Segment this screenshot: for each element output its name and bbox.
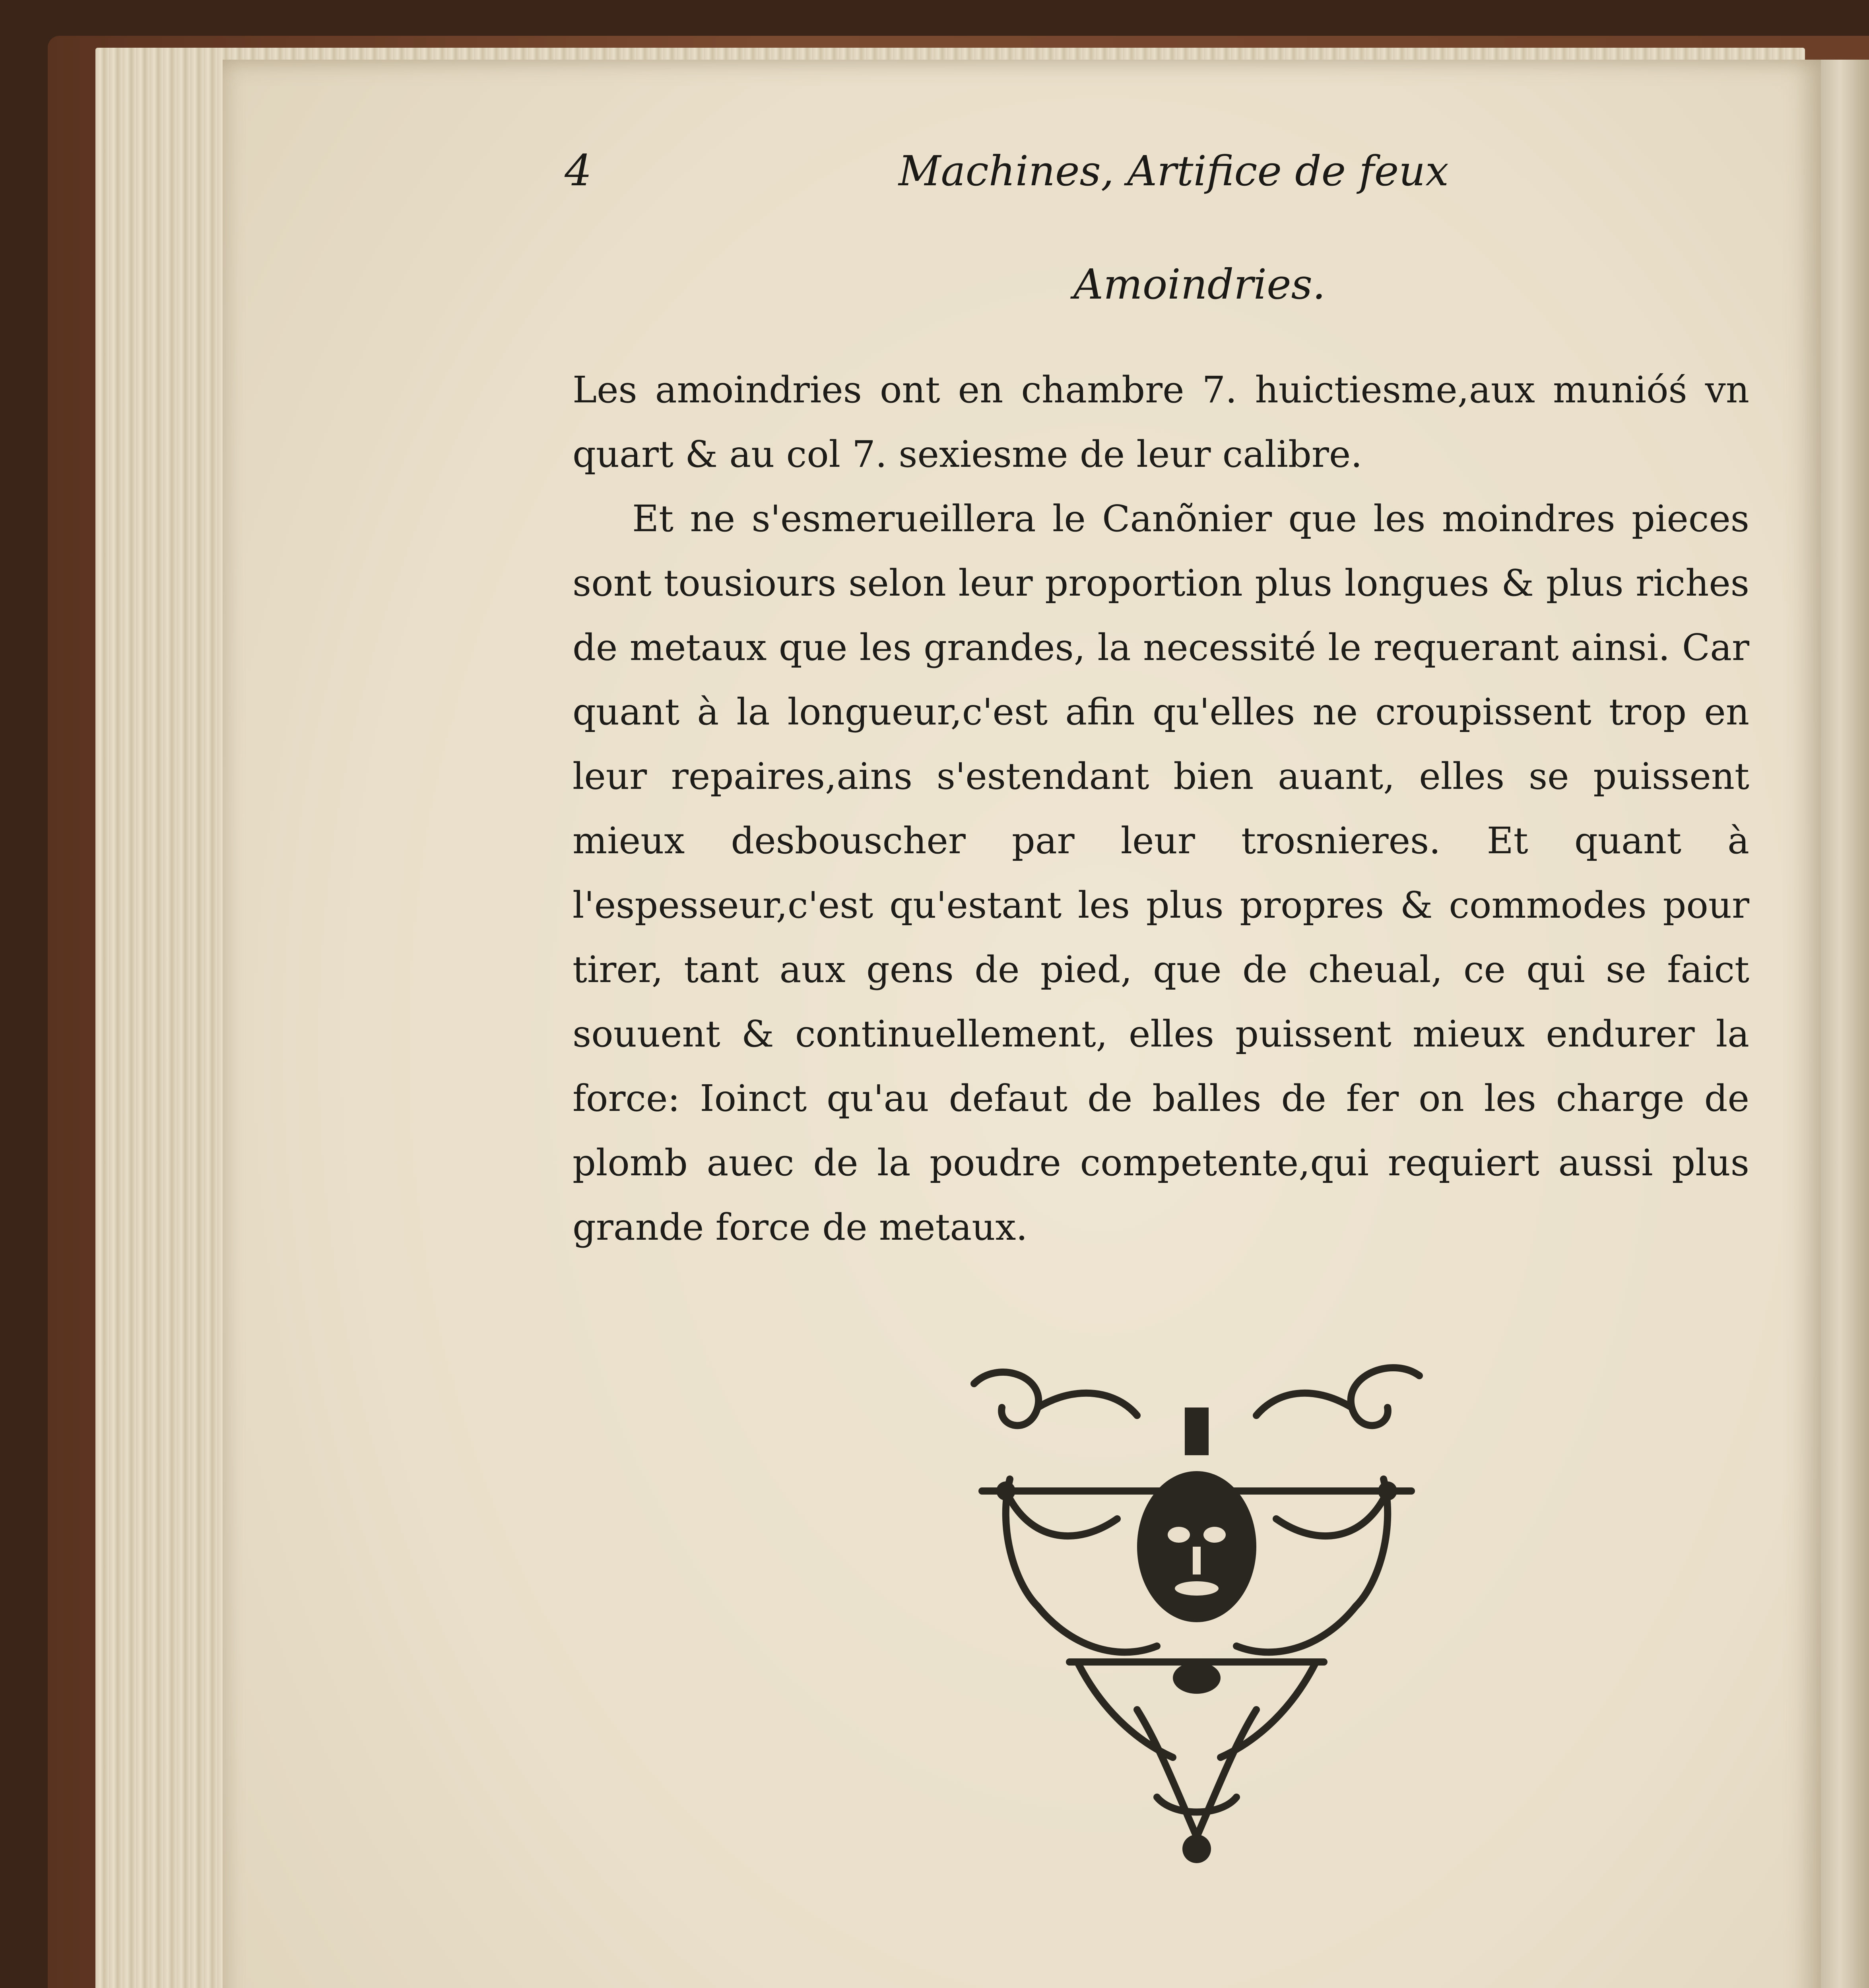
woodcut-ornament-icon (950, 1360, 1443, 1869)
running-head: Machines, Artifice de feux (899, 147, 1449, 195)
page-number: 4 (565, 146, 592, 196)
paragraph-2: Et ne s'esmerueillera le Canõnier que les moindres pieces sont tousiours selon leur proportion plus longues & plus riches de metaux que les grandes, la necessité le requerant ainsi. Car quant à la longueur,c'est afin qu'elles ne croupissent trop en leur repaires,ains s'estendant bien auant, elles se puissent mieux desbouscher par leur trosnieres. Et quant à l'espesseur,c'est qu'estant les plus propres & commodes pour tirer, tant aux gens de pied, que de cheual, ce qui se faict souuent & continuellement, elles puissent mieux endurer la force: Ioinct qu'au defaut de balles de fer on les charge de plomb auec de la poudre competente,qui requiert aussi plus grande force de metaux. (573, 497, 1749, 1248)
body-text (573, 358, 1749, 1260)
facing-page-edge (1821, 60, 1869, 1988)
section-title: Amoindries. (1073, 260, 1326, 309)
paragraph-1: Les amoindries ont en chambre 7. huictiesme,aux munióś vn quart & au col 7. sexiesme de leur calibre. (573, 369, 1749, 476)
